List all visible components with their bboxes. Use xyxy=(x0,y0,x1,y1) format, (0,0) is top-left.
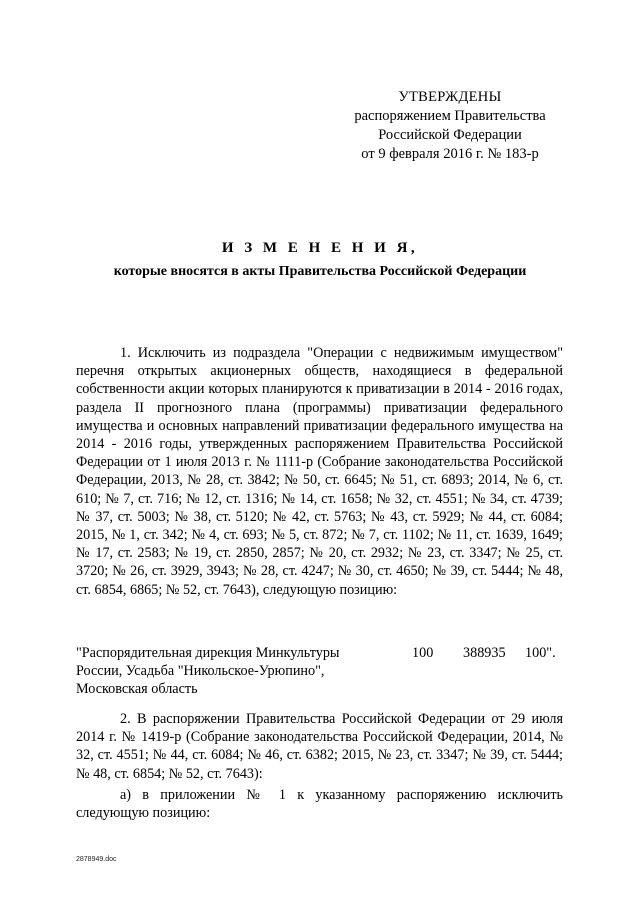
item-2-paragraph: 2. В распоряжении Правительства Российской Федерации от 29 июля 2014 г. № 1419-р (Собрание законодательства Российской Федерации, 2014, № 32, ст. 4551; № 44, ст. 6084; № 46, ст. 6382; 2015, № 23, ст. 3347; № 39, ст. 5444; № 48, ст. 6854; № 52, ст. 7643): xyxy=(76,711,563,782)
position-name-line-2: России, Усадьба "Никольское-Урюпино", xyxy=(76,663,325,680)
approval-block xyxy=(330,88,570,164)
position-value-3: 100". xyxy=(525,645,556,661)
position-name-line-3: Московская область xyxy=(76,681,198,698)
document-subtitle: которые вносятся в акты Правительства Российской Федерации xyxy=(113,264,527,279)
approval-title: УТВЕРЖДЕНЫ xyxy=(398,89,502,105)
footer-doc-id: 2878949.doc xyxy=(76,856,117,863)
position-name-line-1: "Распорядительная дирекция Минкультуры xyxy=(76,645,340,661)
position-name xyxy=(76,644,376,699)
document-title: И З М Е Н Е Н И Я, xyxy=(221,240,419,256)
item-2a-paragraph: а) в приложении № 1 к указанному распоряжению исключить следующую позицию: xyxy=(76,787,563,822)
position-row xyxy=(76,644,563,699)
item-1-paragraph: 1. Исключить из подраздела "Операции с недвижимым имуществом" перечня открытых акционерных обществ, находящиеся в федеральной собственности акции которых планируются к приватизации в 2014 - 2016 годах, раздела II прогнозного плана (программы) приватизации федерального имущества и основных направлений приватизации федерального имущества на 2014 - 2016 годы, утвержденных распоряжением Правительства Российской Федерации от 1 июля 2013 г. № 1111-р (Собрание законодательства Российской Федерации, 2013, № 28, ст. 3842; № 50, ст. 6645; № 51, ст. 6893; 2014, № 6, ст. 610; № 7, ст. 716; № 12, ст. 1316; № 14, ст. 1658; № 32, ст. 4551; № 34, ст. 4739; № 37, ст. 5003; № 38, ст. 5120; № 42, ст. 5763; № 43, ст. 5929; № 44, ст. 6084; 2015, № 1, ст. 342; № 4, ст. 693; № 5, ст. 872; № 7, ст. 1102; № 11, ст. 1639, 1649; № 17, ст. 2583; № 19, ст. 2850, 2857; № 20, ст. 2932; № 23, ст. 3347; № 25, ст. 3720; № 26, ст. 3929, 3943; № 28, ст. 4247; № 30, ст. 4650; № 39, ст. 5444; № 48, ст. 6854, 6865; № 52, ст. 7643), следующую позицию: xyxy=(76,345,563,598)
approval-line-2: Российской Федерации xyxy=(378,127,522,143)
position-value-1: 100 xyxy=(412,645,434,661)
position-value-2: 388935 xyxy=(463,645,506,661)
approval-line-3: от 9 февраля 2016 г. № 183-р xyxy=(361,146,539,162)
approval-line-1: распоряжением Правительства xyxy=(354,108,546,124)
